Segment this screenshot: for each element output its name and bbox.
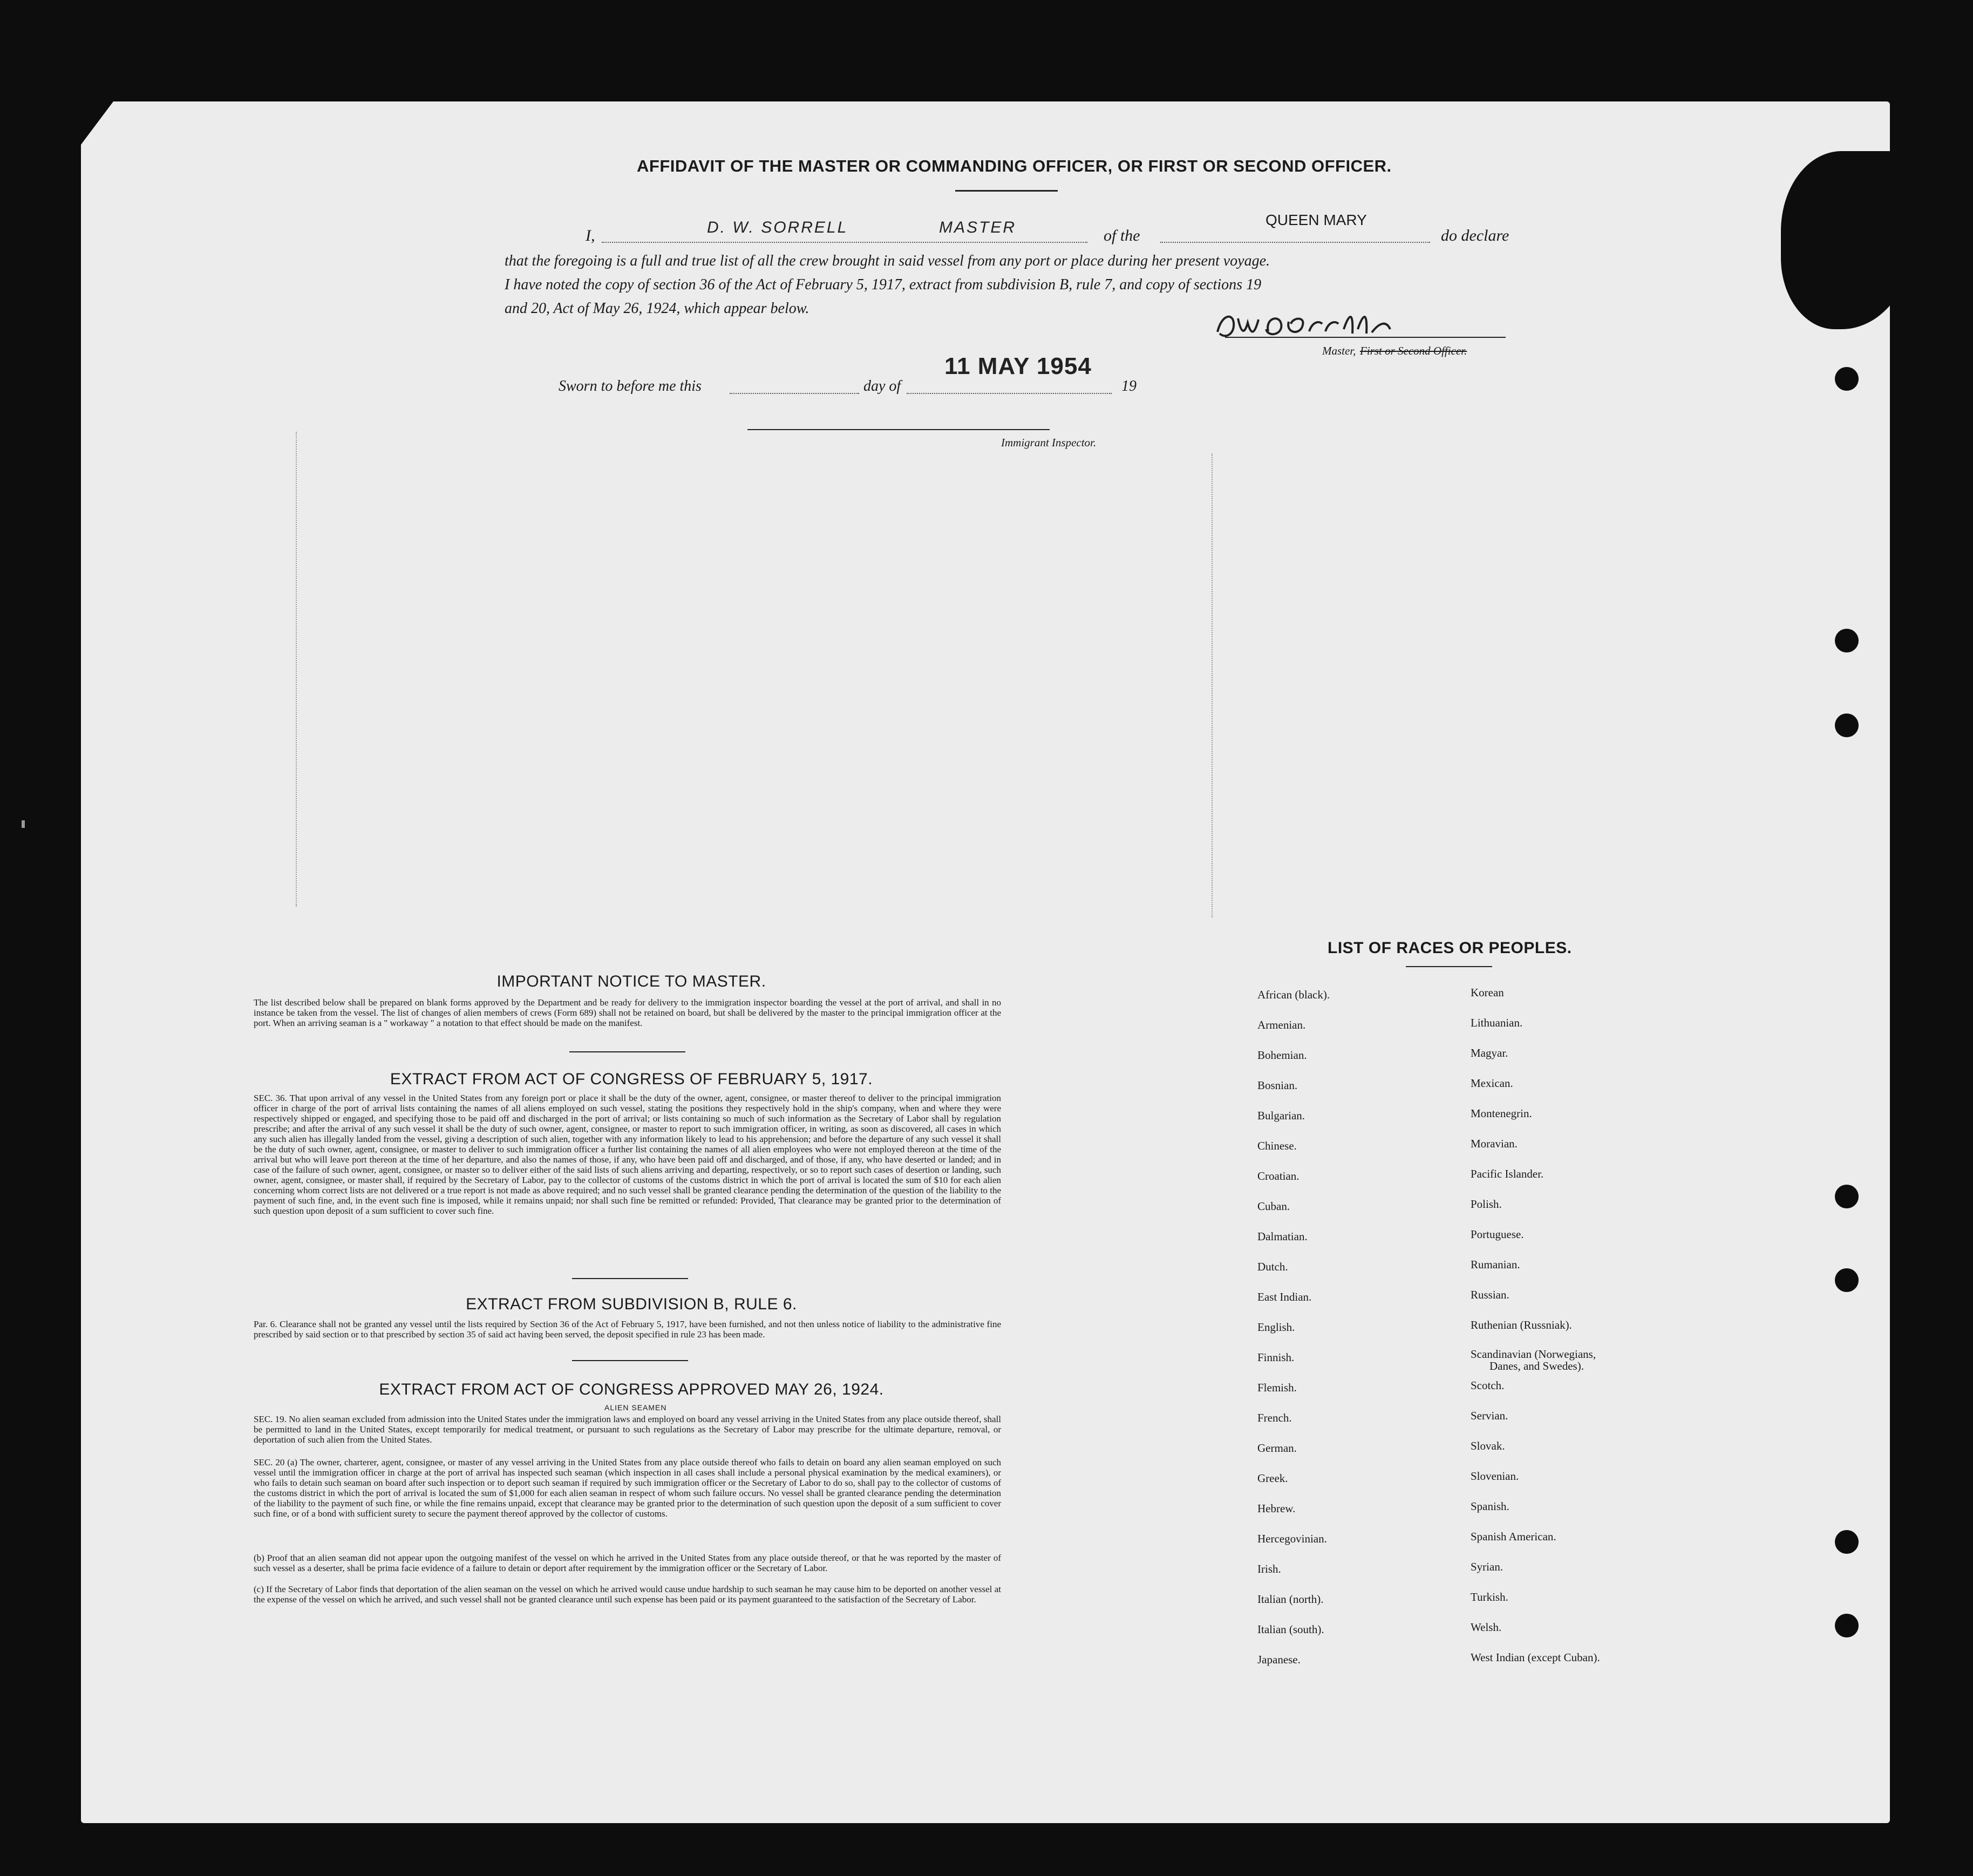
race-item: Turkish. <box>1471 1590 1508 1603</box>
races-title-rule <box>1406 966 1492 967</box>
alien-seamen-subtitle: ALIEN SEAMEN <box>604 1403 667 1412</box>
notice-body: The list described below shall be prepared on blank forms approved by the Department and be ready for delivery to the immigration inspector boarding the vessel at the port of arrival, and shall in no instance be taken from the vessel. The list of changes of alien members of crews (Form 689) shall not be retained on board, but shall be delivered by the master to the principal immigration officer at the port. When an arriving seaman is a " workaway " a notation to that effect should be made on the manifest. <box>254 997 1001 1028</box>
day-of-label: day of <box>863 378 901 395</box>
race-item: Japanese. <box>1257 1653 1301 1666</box>
race-item: Magyar. <box>1471 1046 1508 1059</box>
race-item: Hercegovinian. <box>1257 1532 1327 1545</box>
race-item: Italian (south). <box>1257 1623 1324 1636</box>
race-item: West Indian (except Cuban). <box>1471 1651 1600 1664</box>
race-item: Dutch. <box>1257 1260 1288 1273</box>
extract-1917-body: SEC. 36. That upon arrival of any vessel in the United States from any foreign port or place it shall be the duty of the owner, agent, consignee, or master thereof to deliver to the principal immigration officer in charge of the port of arrival lists containing the names of all aliens employed on such vessel, stating the positions they respectively hold in the ship's company, when and where they were respectively shipped or engaged, and specifying those to be paid off and discharged in the port of arrival; or lists containing so much of such information as the Secretary of Labor shall by regulation prescribe; and after the arrival of any such vessel it shall be the duty of such owner, agent, consignee, or master to report to such immigration officer, in writing, as soon as discovered, all cases in which any such alien has illegally landed from the vessel, giving a description of such alien, together with any information likely to lead to his apprehension; and before the departure of any such vessel it shall be the duty of such owner, agent, consignee, or master to deliver to such immigration officer a further list containing the names of all alien employees who were not employed thereon at the time of the arrival but who will leave port thereon at the time of her departure, and also the names of those, if any, who have been paid off and discharged, and of those, if any, who have deserted or landed; and in case of the failure of such owner, agent, consignee, or master so to deliver either of the said lists of such aliens arriving and departing, respectively, or so to report such cases of desertion or landing, such owner, agent, consignee, or master shall, if required by the Secretary of Labor, pay to the collector of customs of the customs district in which the port of arrival is located the sum of $10 for each alien concerning whom correct lists are not delivered or a true report is not made as above required; and no such vessel shall be granted clearance pending the determination of the question of the liability to the payment of such fine, and, in the event such fine is imposed, while it remains unpaid; nor shall such fine be remitted or refunded: Provided, That clearance may be granted prior to the determination of such question upon deposit of a sum sufficient to cover such fine. <box>254 1093 1001 1216</box>
race-item: German. <box>1257 1442 1297 1454</box>
race-item: Spanish American. <box>1471 1530 1556 1543</box>
race-item: Chinese. <box>1257 1139 1297 1152</box>
title-rule <box>955 190 1058 192</box>
race-item: Armenian. <box>1257 1018 1306 1031</box>
torn-edge <box>1781 151 1916 329</box>
sworn-label: Sworn to before me this <box>559 378 702 395</box>
race-item: Pacific Islander. <box>1471 1167 1544 1180</box>
vessel-line <box>1160 242 1430 243</box>
extract-1924-sec19: SEC. 19. No alien seaman excluded from admission into the United States under the immigration laws and employed on board any vessel arriving in the United States from any place outside thereof, shall be permitted to land in the United States, except temporarily for medical treatment, or pursuant to such regulations as the Secretary of Labor may prescribe for the ultimate departure, removal, or deportation of such alien from the United States. <box>254 1414 1001 1445</box>
punch-hole <box>1835 1185 1859 1208</box>
race-item: Slovenian. <box>1471 1470 1519 1483</box>
extract-1924-sec20c: (c) If the Secretary of Labor finds that deportation of the alien seaman on the vessel on which he arrived would cause undue hardship to such seaman he may cause him to be deported on another vessel at the expense of the vessel on which he arrived, and such vessel shall not be granted clearance until such expense has been paid or its payment guaranteed to the satisfaction of the Secretary of Labor. <box>254 1584 1001 1605</box>
race-item: Croatian. <box>1257 1170 1300 1182</box>
vessel-name: QUEEN MARY <box>1266 212 1367 228</box>
race-item: Bohemian. <box>1257 1049 1307 1062</box>
master-rank: MASTER <box>939 219 1017 236</box>
race-item: Slovak. <box>1471 1439 1505 1452</box>
race-item: Bosnian. <box>1257 1079 1298 1092</box>
race-item: Welsh. <box>1471 1621 1502 1634</box>
affidavit-line-3: I have noted the copy of section 36 of the Act of February 5, 1917, extract from subdivision B, rule 7, and copy of sections 19 <box>505 276 1262 293</box>
signature-line <box>1225 337 1506 338</box>
race-item: Russian. <box>1471 1288 1509 1301</box>
extract-1924-sec20b: (b) Proof that an alien seaman did not appear upon the outgoing manifest of the vessel on which he arrived in the United States from any place outside thereof, or that he was reported by the master of such vessel as a deserter, shall be prima facie evidence of a failure to detain or deport after requirement by the immigration officer or the Secretary of Labor. <box>254 1553 1001 1573</box>
race-item: Moravian. <box>1471 1137 1518 1150</box>
race-item: Greek. <box>1257 1472 1288 1485</box>
officer-struck-label: First or Second Officer. <box>1360 344 1467 357</box>
sworn-month-line <box>907 393 1112 394</box>
race-item: English. <box>1257 1321 1295 1334</box>
race-item: Lithuanian. <box>1471 1016 1523 1029</box>
punch-hole <box>1835 713 1859 737</box>
section-divider <box>572 1360 688 1361</box>
race-item: Irish. <box>1257 1562 1281 1575</box>
race-item: Ruthenian (Russniak). <box>1471 1318 1572 1331</box>
notice-title: IMPORTANT NOTICE TO MASTER. <box>496 973 766 990</box>
extract-rule6-body: Par. 6. Clearance shall not be granted any vessel until the lists required by Section 36 of the Act of February 5, 1917, have been furnished, and not then unless notice of liability to the administrative fine prescribed by said section or to that prescribed by section 35 of said act having been served, the deposit specified in rule 23 has been made. <box>254 1319 1001 1340</box>
punch-hole <box>1835 1530 1859 1554</box>
folded-corner <box>81 101 113 145</box>
year-prefix: 19 <box>1121 378 1137 395</box>
race-item: Flemish. <box>1257 1381 1297 1394</box>
of-the-label: of the <box>1104 227 1140 244</box>
race-item: French. <box>1257 1411 1292 1424</box>
master-name: D. W. SORRELL <box>707 219 848 236</box>
race-item: Syrian. <box>1471 1560 1503 1573</box>
race-item: Scotch. <box>1471 1379 1505 1392</box>
race-item: Cuban. <box>1257 1200 1290 1213</box>
i-label: I, <box>586 227 595 244</box>
race-item: Montenegrin. <box>1471 1107 1532 1120</box>
extract-1917-title: EXTRACT FROM ACT OF CONGRESS OF FEBRUARY 5, 1917. <box>390 1070 873 1088</box>
race-item: African (black). <box>1257 988 1330 1001</box>
race-item: Rumanian. <box>1471 1258 1520 1271</box>
extract-1924-sec20a: SEC. 20 (a) The owner, charterer, agent, consignee, or master of any vessel arriving in the United States from any place outside thereof who fails to detain on board any alien seaman employed on such vessel until the immigration officer in charge at the port of arrival has inspected such seaman (which inspection in all cases shall include a personal physical examination by the medical examiners), or who fails to detain such seaman on board after such inspection or to deport such seaman if required by such immigration officer or the Secretary of Labor to do so, shall pay to the collector of customs of the customs district in which the port of arrival is located the sum of $1,000 for each alien seaman in respect of whom such failure occurs. No vessel shall be granted clearance pending the determination of the liability to the payment of such fine, or while the fine remains unpaid, except that clearance may be granted prior to the determination of such question upon the deposit of a sum sufficient to cover such fine, or of a bond with sufficient surety to secure the payment thereof approved by the collector of customs. <box>254 1457 1001 1519</box>
race-item: Scandinavian (Norwegians, <box>1471 1348 1596 1361</box>
race-item: East Indian. <box>1257 1290 1312 1303</box>
inspector-line <box>747 429 1050 430</box>
affidavit-title: AFFIDAVIT OF THE MASTER OR COMMANDING OFFICER, OR FIRST OR SECOND OFFICER. <box>637 157 1392 175</box>
race-item: Spanish. <box>1471 1500 1509 1513</box>
race-item: Polish. <box>1471 1198 1502 1211</box>
inspector-label: Immigrant Inspector. <box>1001 436 1097 449</box>
punch-hole <box>1835 1268 1859 1292</box>
race-item: Portuguese. <box>1471 1228 1524 1241</box>
race-item: Mexican. <box>1471 1077 1513 1090</box>
do-declare-label: do declare <box>1441 227 1509 244</box>
race-item: Korean <box>1471 986 1504 999</box>
race-item: Servian. <box>1471 1409 1508 1422</box>
punch-hole <box>1835 1614 1859 1637</box>
column-guide <box>296 432 297 907</box>
race-item: Italian (north). <box>1257 1593 1324 1606</box>
punch-hole <box>1835 367 1859 391</box>
race-item: Finnish. <box>1257 1351 1295 1364</box>
margin-mark <box>22 820 25 828</box>
punch-hole <box>1835 629 1859 652</box>
handwritten-signature <box>1214 308 1392 345</box>
section-divider <box>569 1051 685 1052</box>
name-line <box>602 242 1087 243</box>
affidavit-line-2: that the foregoing is a full and true list of all the crew brought in said vessel from any port or place during her present voyage. <box>505 253 1270 269</box>
race-item: Bulgarian. <box>1257 1109 1305 1122</box>
extract-1924-title: EXTRACT FROM ACT OF CONGRESS APPROVED MAY 26, 1924. <box>379 1381 884 1398</box>
master-label: Master, <box>1322 344 1356 357</box>
race-item-continued: Danes, and Swedes). <box>1489 1360 1584 1372</box>
section-divider <box>572 1278 688 1279</box>
race-item: Hebrew. <box>1257 1502 1296 1515</box>
column-guide <box>1212 453 1213 917</box>
race-item: Dalmatian. <box>1257 1230 1308 1243</box>
affidavit-line-4: and 20, Act of May 26, 1924, which appear below. <box>505 300 809 317</box>
sworn-day-line <box>730 393 859 394</box>
extract-rule6-title: EXTRACT FROM SUBDIVISION B, RULE 6. <box>466 1295 797 1313</box>
races-title: LIST OF RACES OR PEOPLES. <box>1328 939 1572 957</box>
date-stamp: 11 MAY 1954 <box>944 353 1092 379</box>
